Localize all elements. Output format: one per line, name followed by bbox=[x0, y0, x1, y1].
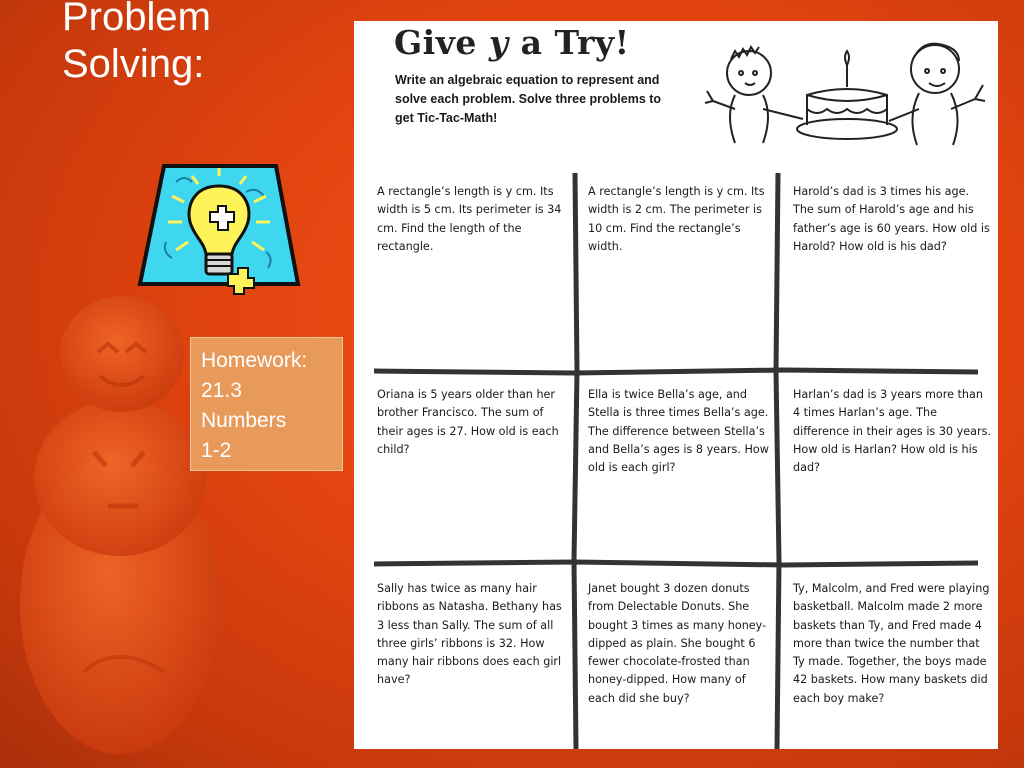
worksheet-image bbox=[354, 21, 998, 749]
worksheet-title-variable: y bbox=[488, 23, 509, 62]
problem-cell-7: Sally has twice as many hair ribbons as Natasha. Bethany has 3 less than Sally. The sum of all three girls’ ribbons is 32. How many hair ribbons does each girl have? bbox=[377, 582, 562, 687]
problem-cell-1: A rectangle’s length is y cm. Its width is 5 cm. Its perimeter is 34 cm. Find the length of the rectangle. bbox=[377, 185, 562, 253]
problem-cell-3: Harold’s dad is 3 times his age. The sum of Harold’s age and his father’s age is 60 years. How old is Harold? How old is his dad? bbox=[793, 185, 990, 253]
problem-cell-2: A rectangle’s length is y cm. Its width is 2 cm. The perimeter is 10 cm. Find the rectangle’s width. bbox=[588, 185, 765, 253]
worksheet-title-pre: Give bbox=[394, 23, 489, 62]
birthday-cake-kids-icon bbox=[699, 29, 994, 157]
lightbulb-puzzle-icon bbox=[136, 162, 302, 300]
problem-cell-6: Harlan’s dad is 3 years more than 4 times Harlan’s age. The difference in their ages is 30 years. How old is Harlan? How old is his dad? bbox=[793, 388, 991, 475]
homework-numbers: 1-2 bbox=[201, 439, 232, 462]
slide-title-line-1: Problem bbox=[62, 0, 211, 39]
homework-box bbox=[190, 337, 343, 471]
problem-cell-5: Ella is twice Bella’s age, and Stella is three times Bella’s age. The difference between Stella’s and Bella’s ages is 8 years. How old is each girl? bbox=[588, 388, 769, 475]
worksheet-instructions: Write an algebraic equation to represent and solve each problem. Solve three problems to get Tic-Tac-Math! bbox=[395, 73, 662, 125]
slide-title-line-2: Solving: bbox=[62, 42, 205, 86]
homework-numbers-label: Numbers bbox=[201, 409, 287, 432]
problem-cell-4: Oriana is 5 years older than her brother Francisco. The sum of their ages is 27. How old is each child? bbox=[377, 388, 559, 456]
slide-title bbox=[62, 0, 211, 88]
homework-label: Homework: bbox=[201, 349, 308, 372]
homework-section: 21.3 bbox=[201, 379, 242, 402]
worksheet-title-post: a Try! bbox=[508, 23, 630, 62]
problem-cell-9: Ty, Malcolm, and Fred were playing basketball. Malcolm made 2 more baskets than Ty, and Fred made 4 more than twice the number that Ty made. Together, the boys made 42 baskets. How many baskets did each boy make? bbox=[793, 582, 990, 705]
worksheet-title bbox=[394, 23, 630, 62]
problem-cell-8: Janet bought 3 dozen donuts from Delectable Donuts. She bought 3 times as many honey-dipped as plain. She bought 6 fewer chocolate-frosted than honey-dipped. How many of each did she buy? bbox=[588, 582, 767, 705]
